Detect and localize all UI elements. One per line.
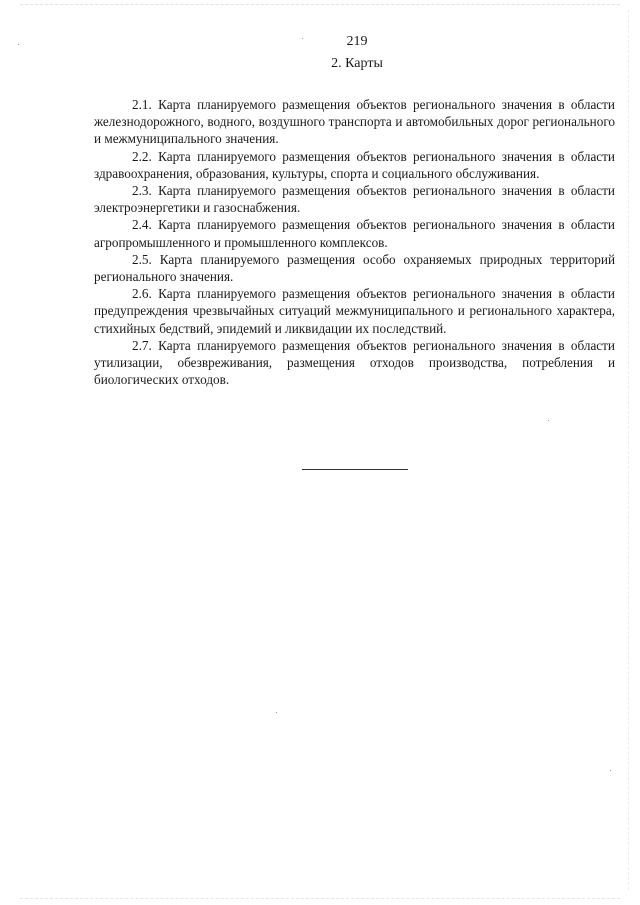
scan-speck [548,420,549,421]
page-number: 219 [346,34,368,49]
paragraph-2-3: 2.3. Карта планируемого размещения объектов регионального значения в области электроэнергетики и газоснабжения. [94,183,615,216]
closing-rule [302,469,408,470]
paragraph-2-2: 2.2. Карта планируемого размещения объектов регионального значения в области здравоохранения, образования, культуры, спорта и социального обслуживания. [94,148,615,181]
paragraph-2-5: 2.5. Карта планируемого размещения особо охраняемых природных территорий регионального значения. [94,251,615,285]
scan-edge-top [20,4,620,5]
paragraph-2-4: 2.4. Карта планируемого размещения объектов регионального значения в области агропромышленного и промышленного комплексов. [94,217,615,250]
scan-speck [610,770,611,771]
scan-edge-bottom [20,898,620,899]
paragraph-2-7: 2.7. Карта планируемого размещения объектов регионального значения в области утилизации, обезвреживания, размещения отходов производства, потребления и биологических отходов. [94,337,615,388]
paragraph-2-6: 2.6. Карта планируемого размещения объектов регионального значения в области предупреждения чрезвычайных ситуаций межмуниципального и регионального характера, стихийных бедствий, эпидемий и ликвидации их последствий. [94,286,615,336]
section-title: 2. Карты [331,56,383,71]
scan-speck [276,712,277,713]
body-text [94,96,615,388]
paragraph-2-1: 2.1. Карта планируемого размещения объектов регионального значения в области железнодорожного, водного, воздушного транспорта и автомобильных дорог регионального и межмуниципального значения. [94,97,615,147]
scan-edge-right [628,10,629,890]
